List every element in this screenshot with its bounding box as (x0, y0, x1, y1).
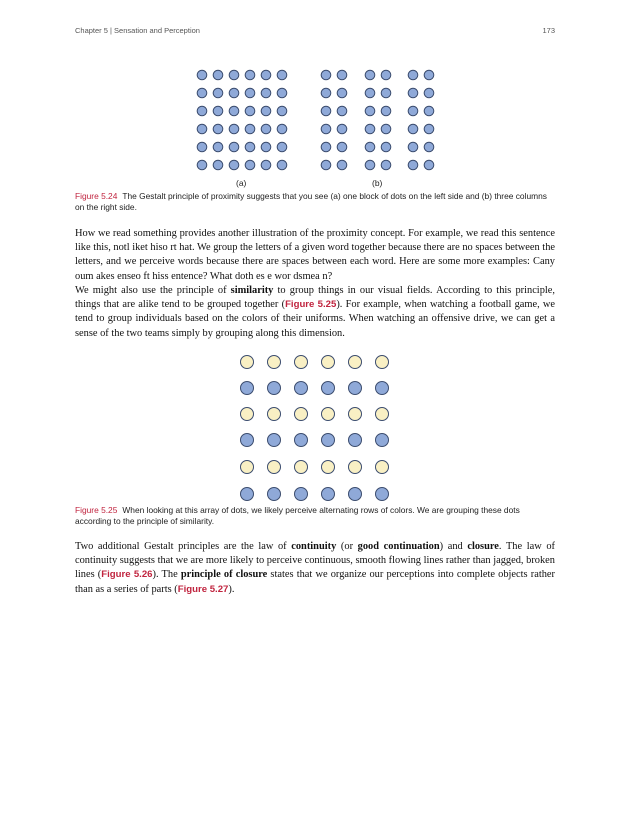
term-closure: closure (467, 541, 499, 552)
paragraph-similarity (75, 284, 555, 341)
similarity-dot-yellow (322, 461, 335, 474)
proximity-dot (261, 124, 271, 134)
similarity-dot-blue (295, 434, 308, 447)
text-run: ) and (439, 541, 468, 552)
text-run: ). The (152, 569, 181, 581)
proximity-dot (261, 160, 271, 170)
proximity-dot (424, 106, 434, 116)
proximity-dot (197, 88, 207, 98)
proximity-dot (408, 142, 418, 152)
figure-5-25-caption (75, 505, 555, 527)
similarity-dot-blue (349, 434, 362, 447)
proximity-dot (337, 142, 347, 152)
figure-5-27-link[interactable]: Figure 5.27 (177, 583, 229, 595)
proximity-dot (365, 88, 375, 98)
proximity-dot (365, 106, 375, 116)
proximity-dot (277, 160, 287, 170)
proximity-dot (408, 160, 418, 170)
proximity-dot (321, 142, 331, 152)
proximity-dot (245, 70, 255, 80)
text-run: (or (336, 541, 358, 552)
proximity-dot (245, 106, 255, 116)
proximity-dot (197, 106, 207, 116)
proximity-dot (365, 124, 375, 134)
proximity-dot (245, 88, 255, 98)
text-run: to group things in our visual fields. According to this principle, things that are alike tend to be grouped together ( (75, 285, 555, 311)
proximity-dot (365, 160, 375, 170)
proximity-dot (408, 70, 418, 80)
similarity-dot-blue (322, 434, 335, 447)
similarity-dot-yellow (376, 461, 389, 474)
proximity-dot (424, 124, 434, 134)
proximity-dot (381, 88, 391, 98)
term-similarity: similarity (230, 285, 274, 296)
proximity-dot (408, 88, 418, 98)
proximity-dot (213, 106, 223, 116)
proximity-dot (213, 70, 223, 80)
proximity-dot (381, 160, 391, 170)
proximity-dot (365, 70, 375, 80)
proximity-dot (408, 106, 418, 116)
proximity-dot (424, 160, 434, 170)
proximity-dot (197, 124, 207, 134)
proximity-dot (261, 106, 271, 116)
similarity-dot-blue (241, 488, 254, 501)
proximity-dot (277, 106, 287, 116)
figure-5-26-link[interactable]: Figure 5.26 (101, 569, 153, 581)
similarity-dot-yellow (295, 356, 308, 369)
proximity-dot (381, 142, 391, 152)
proximity-dot (213, 88, 223, 98)
similarity-dot-yellow (241, 461, 254, 474)
proximity-dot (197, 70, 207, 80)
similarity-dot-blue (268, 488, 281, 501)
term-principle-of-closure: principle of closure (180, 569, 268, 581)
proximity-dot (245, 160, 255, 170)
proximity-dot (337, 70, 347, 80)
proximity-dot (229, 160, 239, 170)
figure-5-24-label-b: (b) (372, 178, 383, 188)
proximity-dot (321, 88, 331, 98)
proximity-dot (337, 160, 347, 170)
text-run: ). (228, 583, 235, 595)
similarity-dot-blue (349, 488, 362, 501)
proximity-dot (261, 88, 271, 98)
proximity-dot (261, 70, 271, 80)
proximity-dot (365, 142, 375, 152)
term-good-continuation: good continuation (357, 541, 440, 552)
figure-5-24-caption (75, 191, 555, 213)
chapter-title: Chapter 5 | Sensation and Perception (75, 26, 200, 35)
proximity-dot (213, 124, 223, 134)
proximity-dot (245, 124, 255, 134)
text-run: . The law of continuity suggests that we are more likely to perceive continuous, smooth flowing lines rather than jagged, broken lines ( (75, 541, 555, 581)
text-run: states that we organize our perceptions into complete objects rather than as a series of parts ( (75, 569, 555, 595)
proximity-dot (424, 70, 434, 80)
running-header (75, 26, 555, 38)
similarity-dot-blue (376, 434, 389, 447)
similarity-dot-yellow (295, 461, 308, 474)
proximity-dot (261, 142, 271, 152)
figure-5-25-label: Figure 5.25 (75, 505, 118, 515)
similarity-dot-blue (295, 382, 308, 395)
similarity-dot-blue (268, 434, 281, 447)
similarity-dot-yellow (376, 356, 389, 369)
proximity-dot (337, 106, 347, 116)
proximity-dot (381, 124, 391, 134)
similarity-dot-blue (376, 382, 389, 395)
paragraph-continuity-closure (75, 540, 555, 597)
proximity-dot (277, 142, 287, 152)
proximity-dot (229, 70, 239, 80)
figure-5-24-caption-text: The Gestalt principle of proximity suggests that you see (a) one block of dots on the left side and (b) three columns on the right side. (75, 191, 547, 212)
proximity-dot (424, 88, 434, 98)
text-run: ). For example, when watching a football game, we tend to group individuals based on the colors of their uniforms. When watching an offensive drive, we can get a sense of the two teams simply by grouping along this dimension. (75, 299, 556, 339)
figure-5-25-caption-text: When looking at this array of dots, we likely perceive alternating rows of colors. We are grouping these dots according to the principle of similarity. (75, 505, 520, 526)
proximity-dot (229, 88, 239, 98)
proximity-dot (277, 88, 287, 98)
similarity-dot-yellow (241, 408, 254, 421)
figure-5-24-label: Figure 5.24 (75, 191, 118, 201)
text-run: Two additional Gestalt principles are the law of (75, 541, 292, 552)
paragraph-proximity-reading: How we read something provides another illustration of the proximity concept. For example, we read this sentence like this, notl iket hiso rt hat. We group the letters of a given word together because there are no spaces between the letters, and we perceive words because there are spaces between each word. Here are some more examples: Cany oum akes enseo ft hiss entence? What doth es e wor dsmea n? (75, 228, 555, 282)
similarity-dot-blue (268, 382, 281, 395)
similarity-dot-blue (241, 434, 254, 447)
proximity-dot (245, 142, 255, 152)
proximity-dot (381, 70, 391, 80)
similarity-dot-yellow (322, 356, 335, 369)
proximity-dot (213, 142, 223, 152)
similarity-dot-yellow (295, 408, 308, 421)
proximity-dot (321, 70, 331, 80)
proximity-dot (229, 124, 239, 134)
text-run: We might also use the principle of (75, 285, 231, 296)
similarity-dot-yellow (268, 356, 281, 369)
similarity-dot-blue (322, 488, 335, 501)
similarity-dot-blue (349, 382, 362, 395)
figure-5-25-link[interactable]: Figure 5.25 (285, 299, 337, 311)
proximity-dot (277, 70, 287, 80)
proximity-dot (197, 160, 207, 170)
proximity-dot (277, 124, 287, 134)
figure-5-24-proximity-columns (321, 70, 434, 170)
proximity-dot (408, 124, 418, 134)
proximity-dot (424, 142, 434, 152)
similarity-dot-yellow (268, 461, 281, 474)
proximity-dot (229, 142, 239, 152)
proximity-dot (381, 106, 391, 116)
similarity-dot-yellow (322, 408, 335, 421)
proximity-dot (213, 160, 223, 170)
similarity-dot-yellow (376, 408, 389, 421)
term-continuity: continuity (291, 541, 337, 552)
similarity-dot-yellow (241, 356, 254, 369)
similarity-dot-yellow (349, 356, 362, 369)
proximity-dot (337, 124, 347, 134)
figure-5-25-similarity-array (241, 356, 389, 501)
similarity-dot-blue (295, 488, 308, 501)
similarity-dot-blue (241, 382, 254, 395)
page-number: 173 (542, 26, 555, 35)
figure-5-24-proximity-block (197, 70, 287, 170)
similarity-dot-blue (322, 382, 335, 395)
proximity-dot (321, 106, 331, 116)
similarity-dot-yellow (349, 461, 362, 474)
proximity-dot (197, 142, 207, 152)
similarity-dot-blue (376, 488, 389, 501)
proximity-dot (321, 124, 331, 134)
figure-5-24-label-a: (a) (236, 178, 247, 188)
similarity-dot-yellow (349, 408, 362, 421)
proximity-dot (229, 106, 239, 116)
proximity-dot (337, 88, 347, 98)
proximity-dot (321, 160, 331, 170)
similarity-dot-yellow (268, 408, 281, 421)
